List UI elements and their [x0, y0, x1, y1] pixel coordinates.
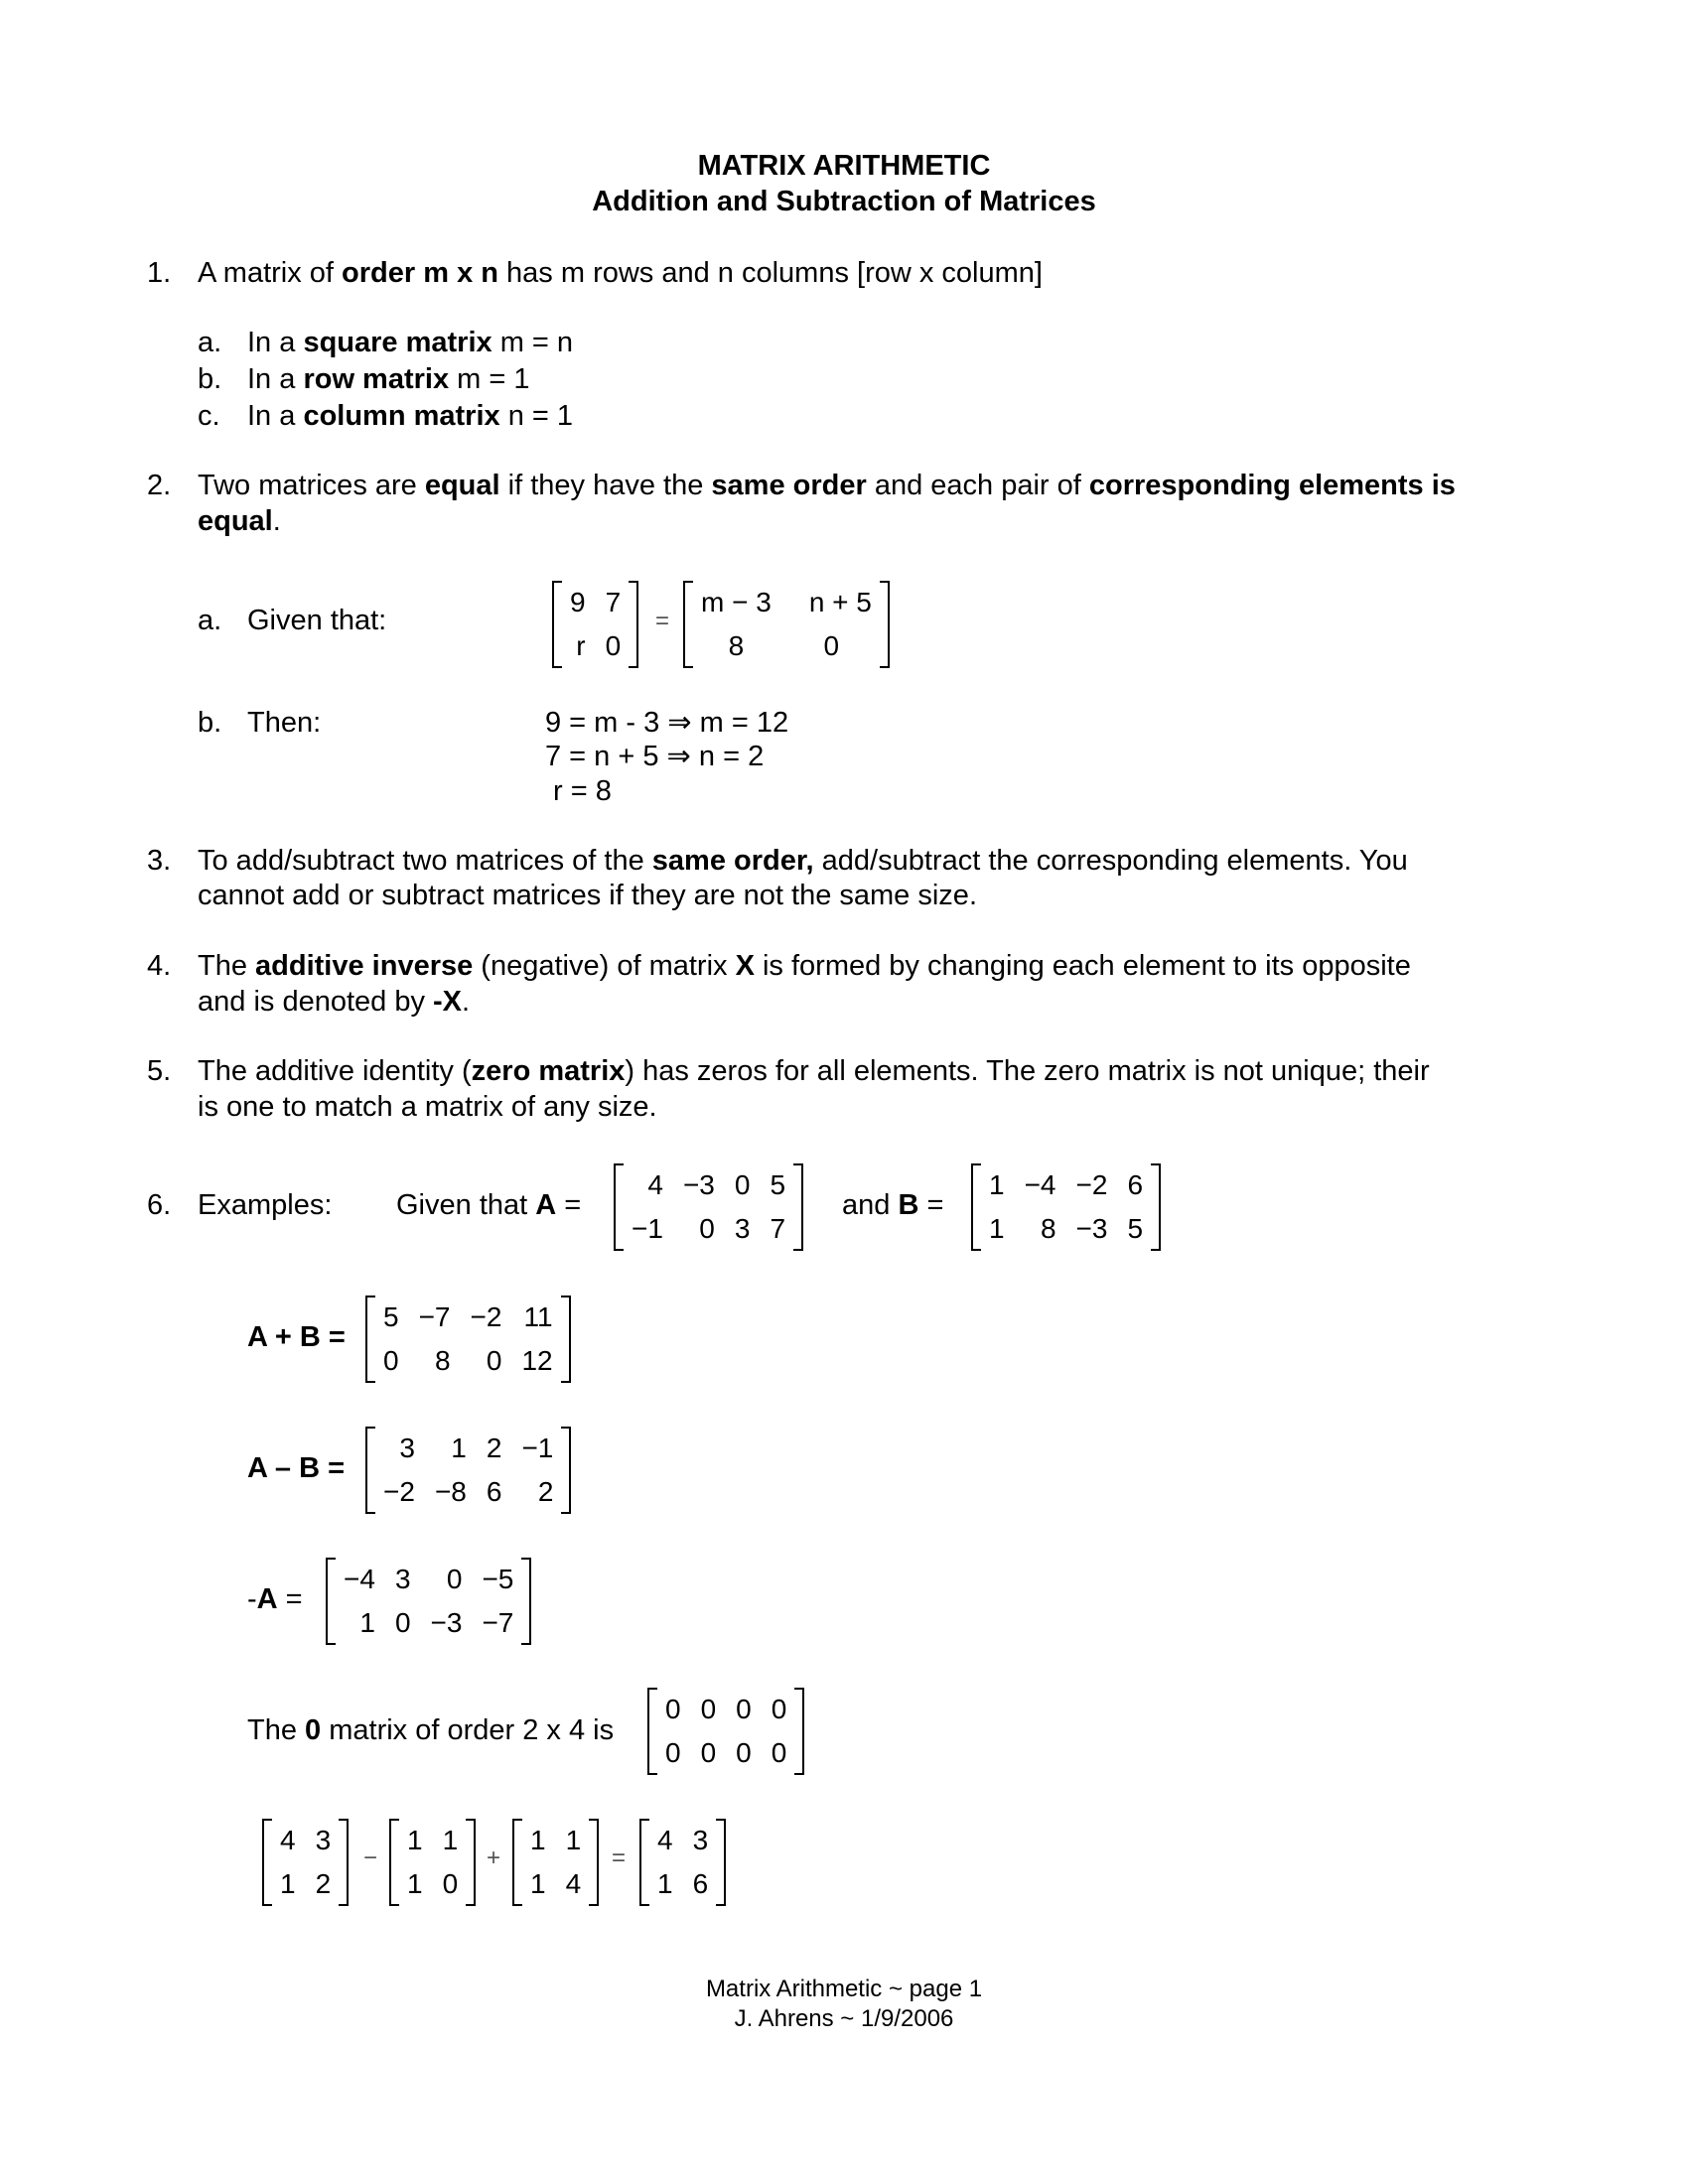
page-title: MATRIX ARITHMETIC — [697, 150, 991, 182]
matrix-negative-A: −4 3 0 −5 1 0 −3 −7 — [326, 1558, 531, 1645]
item1-sub-c-letter: c. — [198, 400, 220, 432]
item3-text-line1: To add/subtract two matrices of the same order, add/subtract the corresponding elements. You — [198, 845, 1408, 877]
item-number: 2. — [147, 470, 172, 501]
footer-author-date: J. Ahrens ~ 1/9/2006 — [734, 2005, 954, 2032]
equals-sign: = — [655, 608, 670, 634]
item-number: 1. — [147, 257, 172, 289]
item2-sub-b-label: Then: — [247, 707, 322, 739]
equation-matrix-2: 1 1 1 0 — [389, 1819, 476, 1906]
and-B-label: and B = — [842, 1189, 944, 1221]
matrix-A: 4 −3 0 5 −1 0 3 7 — [614, 1163, 803, 1251]
zero-matrix-label: The 0 matrix of order 2 x 4 is — [247, 1714, 615, 1746]
item2-sub-a-label: Given that: — [247, 605, 387, 636]
item2-text-line1: Two matrices are equal if they have the same order and each pair of corresponding elements is — [198, 470, 1456, 501]
matrix-zero: 0 0 0 0 0 0 0 0 — [647, 1688, 804, 1775]
item5-text-line2: is one to match a matrix of any size. — [198, 1091, 657, 1123]
item1-sub-a: In a square matrix m = n — [247, 327, 574, 358]
item2-sub-a-letter: a. — [198, 605, 222, 636]
matrix-given-right: m − 3 n + 5 8 0 — [683, 581, 890, 668]
examples-label: Examples: — [198, 1189, 333, 1221]
item-number: 4. — [147, 950, 172, 982]
then-line-2: 7 = n + 5 ⇒ n = 2 — [545, 741, 765, 772]
item-number: 5. — [147, 1055, 172, 1087]
item2-text-line2: equal. — [198, 505, 281, 537]
sum-label: A + B = — [247, 1321, 346, 1353]
then-line-3: r = 8 — [545, 775, 612, 807]
equals-sign: = — [612, 1844, 627, 1871]
equation-matrix-4: 4 3 1 6 — [639, 1819, 726, 1906]
item1-sub-c: In a column matrix n = 1 — [247, 400, 574, 432]
item1-sub-b: In a row matrix m = 1 — [247, 363, 530, 395]
equation-matrix-3: 1 1 1 4 — [512, 1819, 599, 1906]
item1-text: A matrix of order m x n has m rows and n columns [row x column] — [198, 257, 1043, 289]
item4-text-line2: and is denoted by -X. — [198, 986, 471, 1018]
item1-sub-b-letter: b. — [198, 363, 222, 395]
minus-sign: − — [363, 1844, 378, 1871]
footer-page: Matrix Arithmetic ~ page 1 — [705, 1976, 983, 2002]
matrix-difference: 3 1 2 −1 −2 −8 6 2 — [365, 1427, 571, 1514]
matrix-B: 1 −4 −2 6 1 8 −3 5 — [971, 1163, 1161, 1251]
matrix-sum: 5 −7 −2 11 0 8 0 12 — [365, 1296, 571, 1383]
item-number: 3. — [147, 845, 172, 877]
then-line-1: 9 = m - 3 ⇒ m = 12 — [545, 707, 789, 739]
given-A-label: Given that A = — [396, 1189, 582, 1221]
equation-matrix-1: 4 3 1 2 — [262, 1819, 349, 1906]
item2-sub-b-letter: b. — [198, 707, 222, 739]
item4-text-line1: The additive inverse (negative) of matrix X is formed by changing each element to its opposite — [198, 950, 1411, 982]
item1-sub-a-letter: a. — [198, 327, 222, 358]
plus-sign: + — [487, 1844, 501, 1871]
difference-label: A – B = — [247, 1452, 346, 1484]
page-subtitle: Addition and Subtraction of Matrices — [592, 186, 1096, 217]
negative-A-label: -A = — [247, 1583, 303, 1615]
item3-text-line2: cannot add or subtract matrices if they are not the same size. — [198, 880, 977, 911]
item5-text-line1: The additive identity (zero matrix) has zeros for all elements. The zero matrix is not unique; their — [198, 1055, 1430, 1087]
matrix-given-left: 9 7 r 0 — [552, 581, 638, 668]
item-number: 6. — [147, 1189, 172, 1221]
